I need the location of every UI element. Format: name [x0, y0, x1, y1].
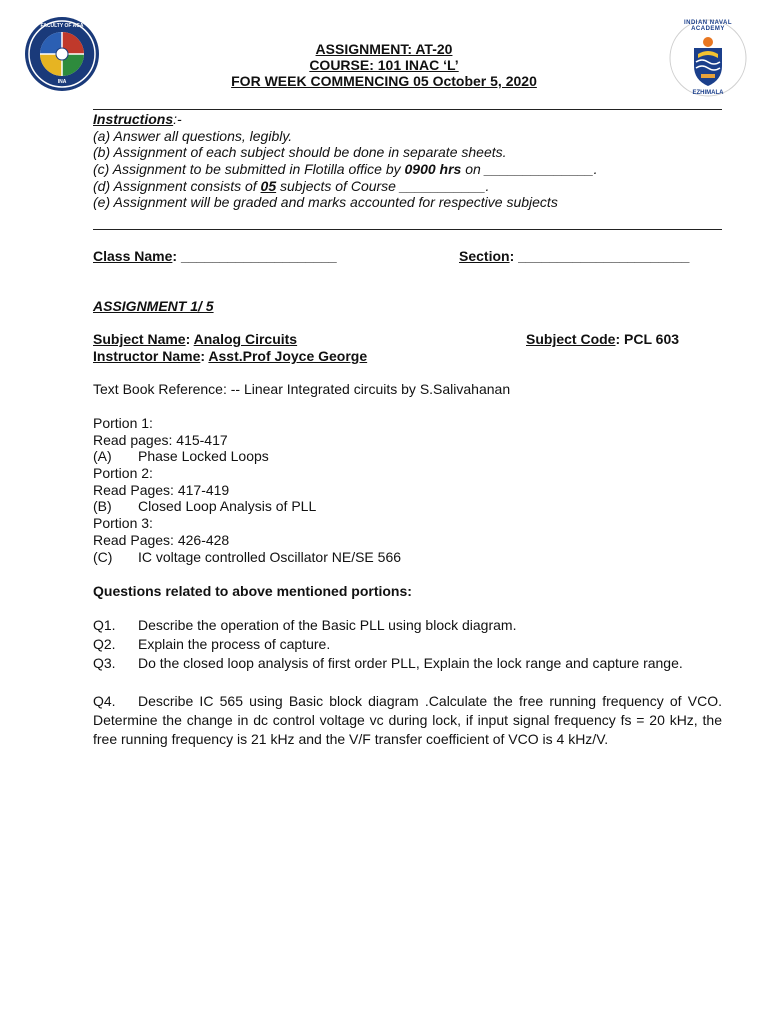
portion-title: Portion 1:	[93, 415, 153, 431]
portion-topic	[93, 448, 269, 465]
top-divider	[93, 109, 722, 110]
textbook-reference: Text Book Reference: -- Linear Integrated circuits by S.Salivahanan	[93, 381, 511, 397]
portion-topic-text: Phase Locked Loops	[138, 448, 269, 464]
instruction-item	[93, 194, 558, 211]
portion-code: (B)	[93, 498, 112, 514]
class-name-blank: : ____________________	[172, 248, 337, 264]
left-logo-text-bottom: INA	[57, 79, 67, 85]
instruction-text: on ______________.	[461, 161, 598, 177]
question	[93, 692, 722, 749]
instruction-item	[93, 161, 598, 178]
section-blank: : ______________________	[509, 248, 690, 264]
instructions-title	[93, 111, 182, 128]
question	[93, 635, 722, 654]
question-text: Describe the operation of the Basic PLL using block diagram.	[138, 617, 517, 633]
subject-name-value: Analog Circuits	[193, 331, 298, 347]
portion-topic-text: IC voltage controlled Oscillator NE/SE 566	[138, 549, 402, 565]
instructions-title-suffix: :-	[173, 111, 182, 127]
portion-pages: Read Pages: 426-428	[93, 532, 230, 548]
class-name-label: Class Name	[93, 248, 173, 264]
subject-code	[526, 331, 679, 348]
bottom-divider	[93, 229, 722, 230]
question-number: Q1.	[93, 617, 116, 633]
portion-pages: Read pages: 415-417	[93, 432, 228, 448]
right-crest-bottom-text: EZHIMALA	[692, 90, 724, 96]
assignment-title: ASSIGNMENT 1/ 5	[93, 298, 214, 314]
instruction-text: subjects of Course ___________.	[276, 178, 490, 194]
question	[93, 654, 722, 673]
subject-code-value: : PCL 603	[615, 331, 680, 347]
question-number: Q3.	[93, 655, 116, 671]
instructor-value: Asst.Prof Joyce George	[208, 348, 368, 364]
questions-heading: Questions related to above mentioned portions:	[93, 583, 412, 599]
section-field[interactable]	[459, 248, 689, 265]
question	[93, 616, 722, 635]
week-header: FOR WEEK COMMENCING 05 October 5, 2020	[231, 73, 537, 89]
instruction-text: (a) Answer all questions, legibly.	[93, 128, 293, 144]
instructor-label: Instructor Name	[93, 348, 201, 364]
instruction-item	[93, 128, 292, 145]
subject-code-label: Subject Code	[526, 331, 616, 347]
left-logo-text-top: FACULTY OF ACA	[40, 23, 84, 29]
instruction-text: (c) Assignment to be submitted in Flotilla office by	[93, 161, 405, 177]
instruction-item	[93, 144, 507, 161]
question-number: Q2.	[93, 636, 116, 652]
question-text: Explain the process of capture.	[138, 636, 331, 652]
portion-code: (C)	[93, 549, 113, 565]
subject-name-label: Subject Name	[93, 331, 186, 347]
instruction-text: (b) Assignment of each subject should be done in separate sheets.	[93, 144, 507, 160]
subject-name: Subject Name: Analog Circuits	[93, 331, 298, 347]
instruction-text: (e) Assignment will be graded and marks accounted for respective subjects	[93, 194, 558, 210]
right-crest-arc-text: INDIAN NAVAL ACADEMY	[683, 20, 733, 32]
course-header: COURSE: 101 INAC ‘L’	[309, 57, 459, 73]
instruction-item	[93, 178, 489, 195]
instructor-name: Instructor Name: Asst.Prof Joyce George	[93, 348, 368, 364]
class-name-field[interactable]	[93, 248, 337, 265]
portion-title: Portion 3:	[93, 515, 153, 531]
portion-topic	[93, 549, 401, 566]
instruction-bold: 0900 hrs	[404, 161, 462, 177]
question-text: Describe IC 565 using Basic block diagram .Calculate the free running frequency of VCO. Determine the change in dc control voltage vᴄ during lock, if input signal frequency fs = 20 kHz, the free running frequency is 21 kHz and the V/F transfer coefficient of VCO is 4 kHz/V.	[93, 693, 722, 747]
instruction-text: (d) Assignment consists of	[93, 178, 261, 194]
question-text: Do the closed loop analysis of first order PLL, Explain the lock range and capture range.	[138, 655, 683, 671]
instructions-title-text: Instructions	[93, 111, 174, 127]
section-label: Section	[459, 248, 510, 264]
portion-topic	[93, 498, 316, 515]
question-number: Q4.	[93, 693, 116, 709]
portion-topic-text: Closed Loop Analysis of PLL	[138, 498, 317, 514]
instruction-bold: 05	[260, 178, 277, 194]
portion-title: Portion 2:	[93, 465, 153, 481]
portion-pages: Read Pages: 417-419	[93, 482, 230, 498]
assignment-header: ASSIGNMENT: AT-20	[315, 41, 453, 57]
portion-code: (A)	[93, 448, 112, 464]
